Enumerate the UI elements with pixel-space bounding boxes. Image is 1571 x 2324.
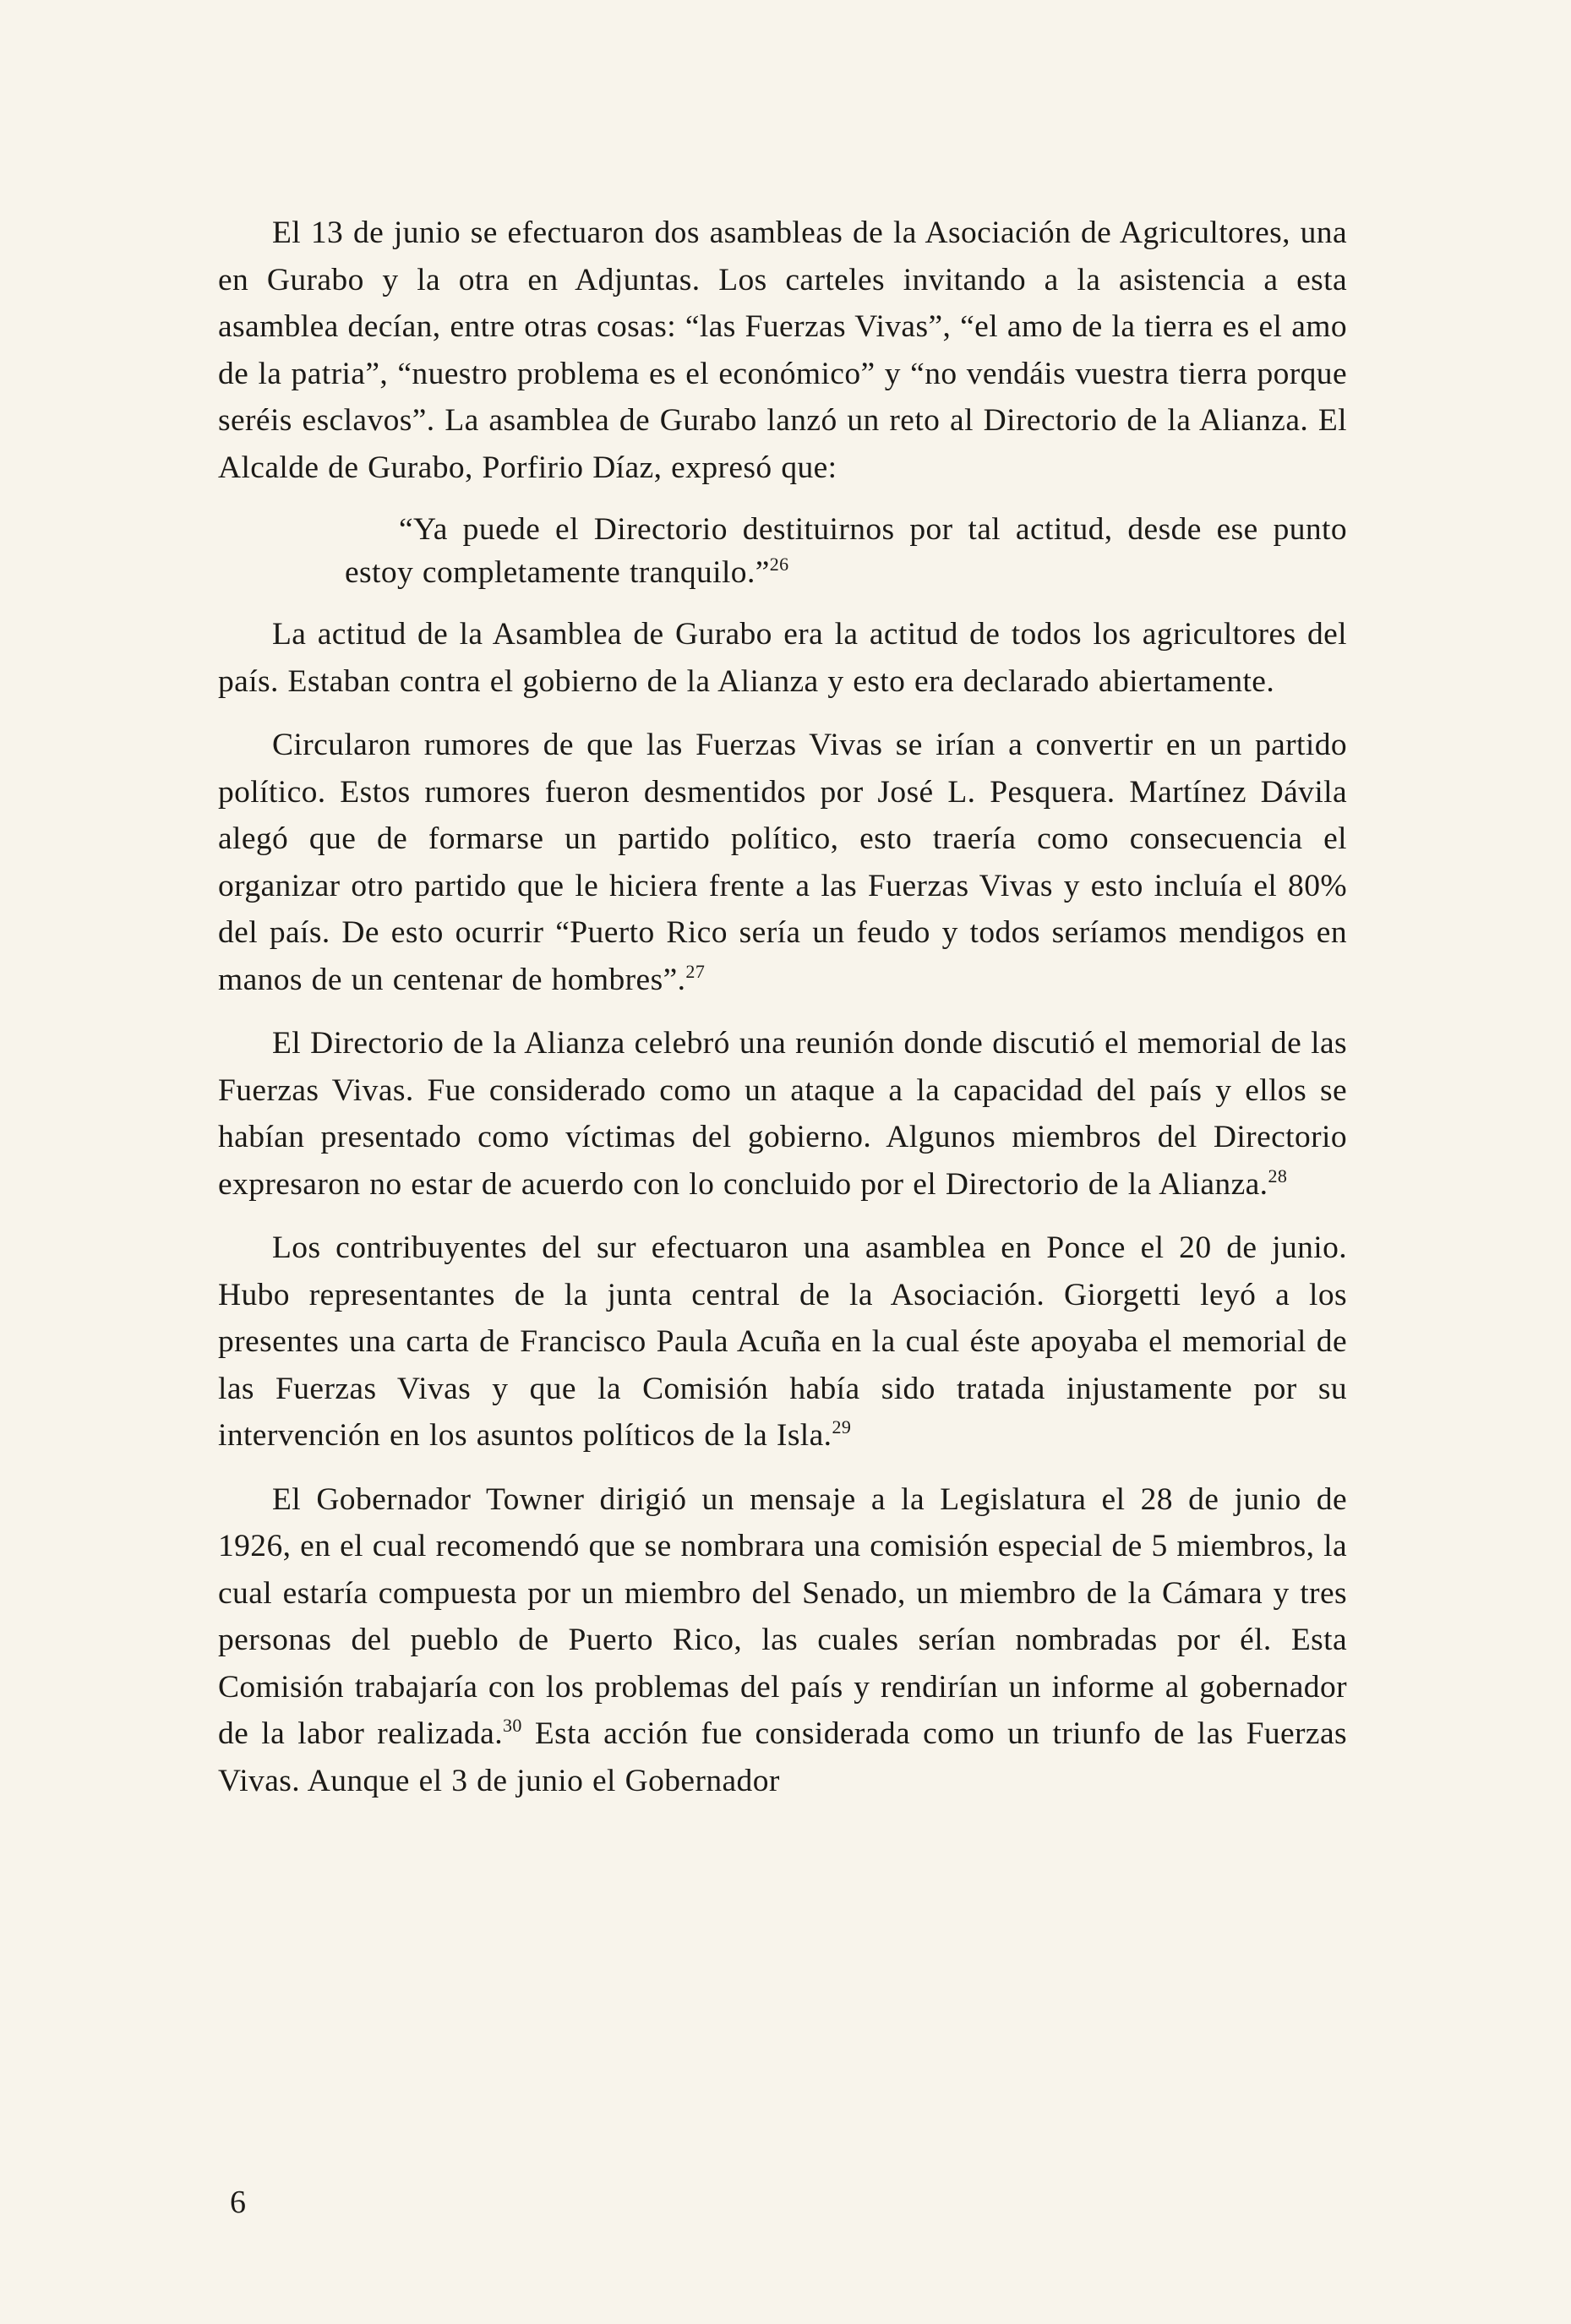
paragraph-text: El 13 de junio se efectuaron dos asambleas de la Asociación de Agricultores, una en Gurabo y la otra en Adjuntas. Los carteles invitando a la asistencia a esta asamblea decían, entre otras cosas: “las Fuerzas Vivas”, “el amo de la tierra es el amo de la patria”, “nuestro problema es el económico” y “no vendáis vuestra tierra porque seréis esclavos”. La asamblea de Gurabo lanzó un reto al Directorio de la Alianza. El Alcalde de Gurabo, Porfirio Díaz, expresó que:: [218, 215, 1347, 485]
paragraph-text: Circularon rumores de que las Fuerzas Vivas se irían a convertir en un partido político. Estos rumores fueron desmentidos por José L. Pesquera. Martínez Dávila alegó que de formarse un partido político, esto traería como consecuencia el organizar otro partido que le hiciera frente a las Fuerzas Vivas y esto incluía el 80% del país. De esto ocurrir “Puerto Rico sería un feudo y todos seríamos mendigos en manos de un centenar de hombres”.: [218, 728, 1347, 997]
paragraph-contribuyentes-sur: [218, 1225, 1347, 1459]
paragraph-asambleas-agricultores: [218, 210, 1347, 491]
paragraph-text: El Directorio de la Alianza celebró una reunión donde discutió el memorial de las Fuerzas Vivas. Fue considerado como un ataque a la capacidad del país y ellos se habían presentado como víctimas del gobierno. Algunos miembros del Directorio expresaron no estar de acuerdo con lo concluido por el Directorio de la Alianza.: [218, 1026, 1347, 1202]
footnote-marker: 29: [832, 1416, 852, 1437]
paragraph-text: La actitud de la Asamblea de Gurabo era la actitud de todos los agricultores del país. Estaban contra el gobierno de la Alianza y esto era declarado abiertamente.: [218, 617, 1347, 699]
paragraph-directorio-alianza: [218, 1020, 1347, 1208]
quote-text: “Ya puede el Directorio destituirnos por tal actitud, desde ese punto estoy completamente tranquilo.”: [345, 512, 1347, 590]
paragraph-text: El Gobernador Towner dirigió un mensaje a la Legislatura el 28 de junio de 1926, en el cual recomendó que se nombrara una comisión especial de 5 miembros, la cual estaría compuesta por un miembro del Senado, un miembro de la Cámara y tres personas del pueblo de Puerto Rico, las cuales serían nombradas por él. Esta Comisión trabajaría con los problemas del país y rendirían un informe al gobernador de la labor realizada.: [218, 1481, 1347, 1751]
paragraph-gobernador-towner: [218, 1476, 1347, 1805]
paragraph-rumores-partido: [218, 722, 1347, 1003]
paragraph-text-continued: Esta acción fue considerada como un triunfo de las Fuerzas Vivas. Aunque el 3 de junio el Gobernador: [218, 1716, 1347, 1798]
block-quote-alcalde: [218, 508, 1347, 594]
footnote-marker: 26: [769, 554, 789, 575]
page-number: 6: [230, 2185, 246, 2220]
paragraph-actitud-gurabo: [218, 611, 1347, 705]
paragraph-text: Los contribuyentes del sur efectuaron una asamblea en Ponce el 20 de junio. Hubo representantes de la junta central de la Asociación. Giorgetti leyó a los presentes una carta de Francisco Paula Acuña en la cual éste apoyaba el memorial de las Fuerzas Vivas y que la Comisión había sido tratada injustamente por su intervención en los asuntos políticos de la Isla.: [218, 1230, 1347, 1453]
footnote-marker: 28: [1268, 1165, 1288, 1187]
footnote-marker: 27: [685, 960, 706, 982]
body-text: [218, 210, 1347, 1804]
footnote-marker: 30: [502, 1715, 522, 1736]
